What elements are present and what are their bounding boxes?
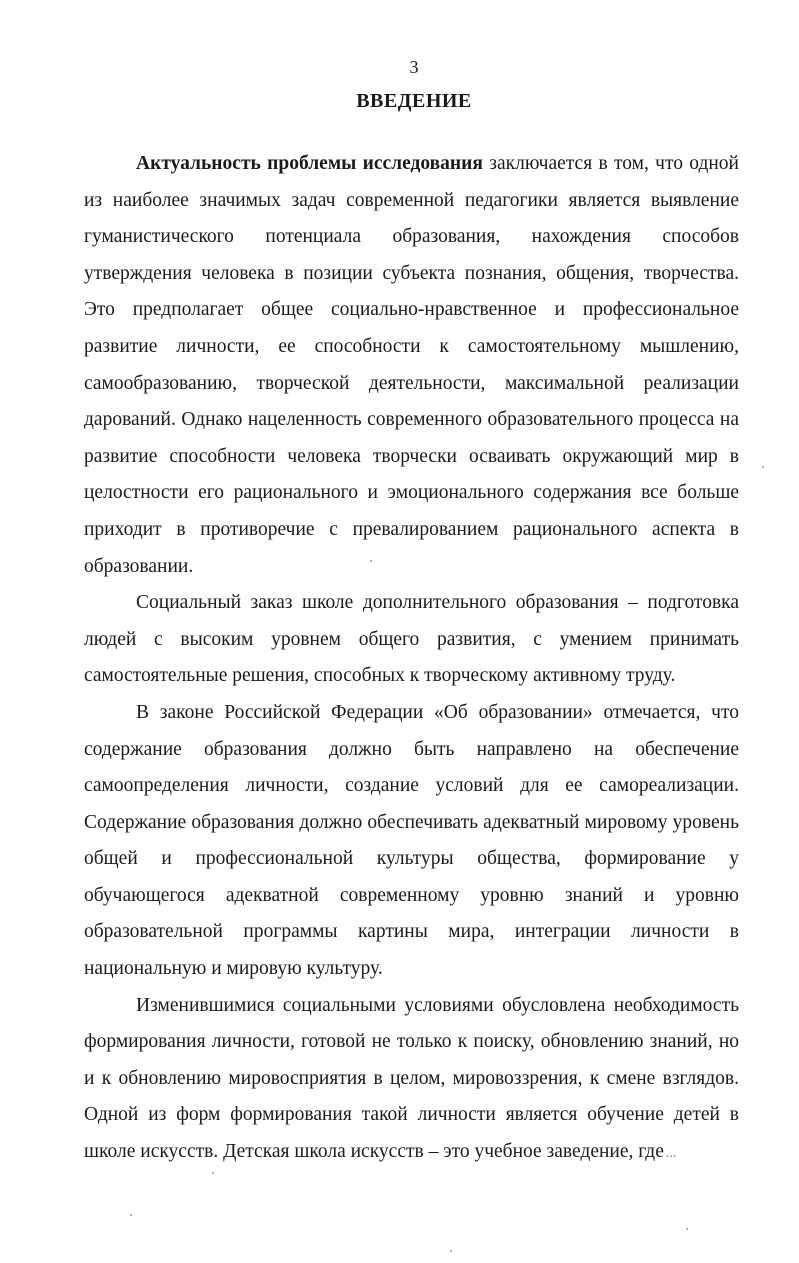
paragraph-conditions [84, 988, 739, 1173]
continuation-mark: ... [665, 1146, 677, 1162]
paragraph-text: Социальный заказ школе дополнительного образования – подготовка людей с высоким уровнем общего развития, с умением принимать самостоятельные решения, способных к творческому активному труду. [84, 592, 739, 687]
paragraph-law [84, 695, 739, 988]
paragraph-social-order [84, 585, 739, 695]
scan-speck [370, 560, 372, 562]
paragraph-text: Изменившимися социальными условиями обусловлена необходимость формирования личности, готовой не только к поиску, обновлению знаний, но и к обновлению мировосприятия в целом, мировоззрения, к смене взглядов. Одной из форм формирования такой личности является обучение детей в школе искусств. Детская школа искусств – это учебное заведение, где [84, 994, 739, 1163]
body-text [84, 146, 739, 1173]
scan-speck [450, 1250, 452, 1252]
page-title: ВВЕДЕНИЕ [356, 90, 472, 112]
scan-speck [762, 466, 764, 468]
paragraph-text: заключается в том, что одной из наиболее значимых задач современной педагогики является выявление гуманистического потенциала образования, нахождения способов утверждения человека в позиции субъекта познания, общения, творчества. Это предполагает общее социально-нравственное и профессиональное развитие личности, ее способности к самостоятельному мышлению, самообразованию, творческой деятельности, максимальной реализации дарований. Однако нацеленность современного образовательного процесса на развитие способности человека творчески осваивать окружающий мир в целостности его рационального и эмоционального содержания все больше приходит в противоречие с превалированием рационального аспекта в образовании. [84, 153, 739, 577]
scan-speck [130, 1214, 132, 1216]
scan-speck [212, 1172, 214, 1174]
paragraph-relevance [84, 146, 739, 585]
page-number: 3 [409, 57, 419, 77]
paragraph-text: В законе Российской Федерации «Об образовании» отмечается, что содержание образования должно быть направлено на обеспечение самоопределения личности, создание условий для ее самореализации. Содержание образования должно обеспечивать адекватный мировому уровень общей и профессиональной культуры общества, формирование у обучающегося адекватной современному уровню знаний и уровню образовательной программы картины мира, интеграции личности в национальную и мировую культуру. [84, 701, 739, 980]
scan-speck [686, 1228, 688, 1230]
paragraph-lead: Актуальность проблемы исследования [136, 153, 483, 174]
